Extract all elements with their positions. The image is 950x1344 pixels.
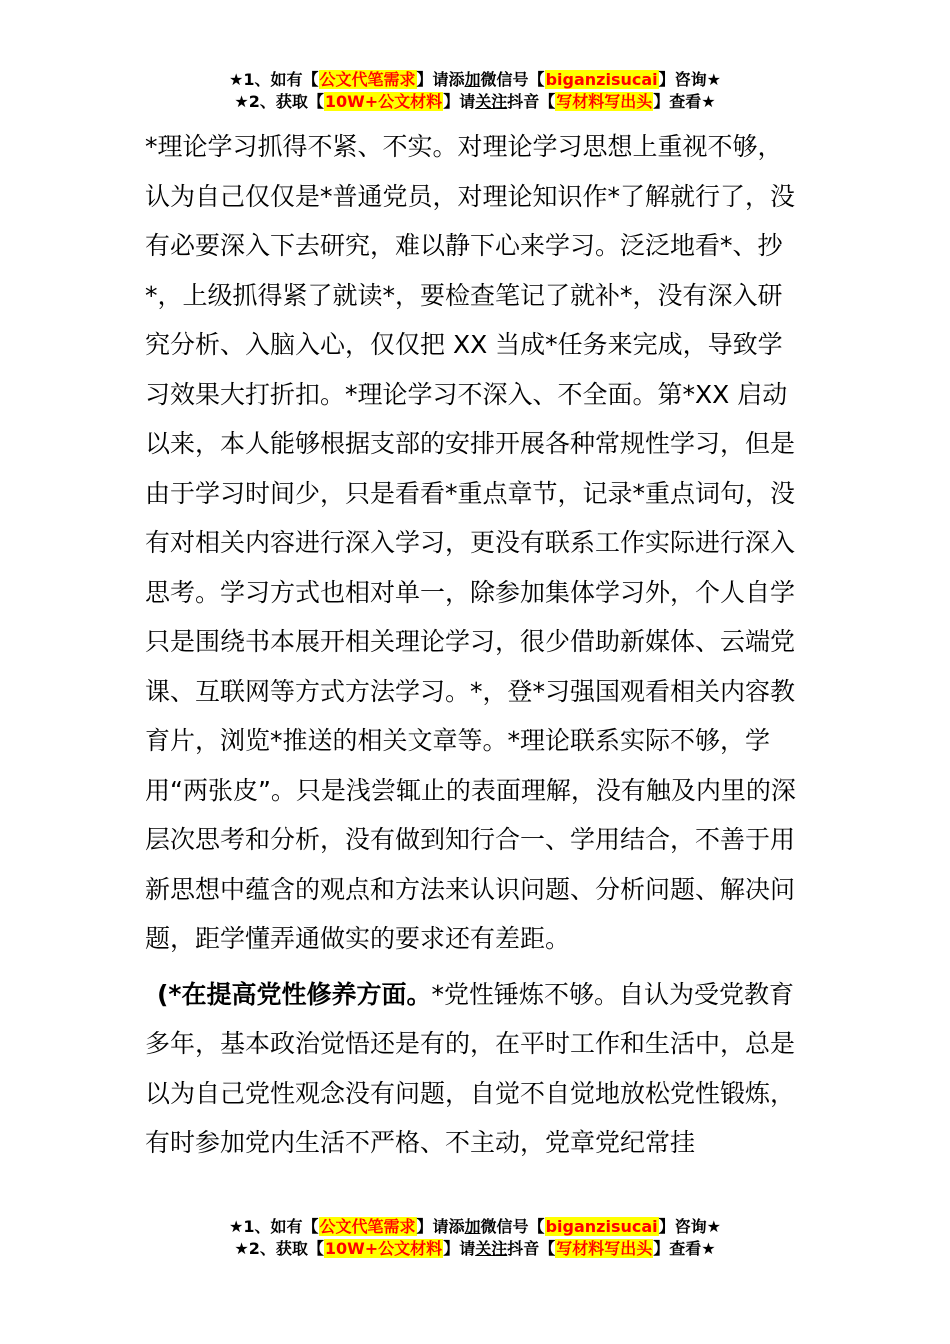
- promo-underline: 关注: [475, 92, 508, 111]
- promo-text: 】请: [443, 1239, 476, 1258]
- promo-highlight: 10W+公文材料: [324, 92, 443, 111]
- promo-line-2: [0, 1238, 950, 1260]
- promo-underline: 加: [464, 70, 481, 89]
- promo-text: ★1、如有【: [229, 70, 319, 89]
- document-body: [145, 122, 805, 1168]
- promo-line-2: [0, 91, 950, 113]
- promo-text: ★2、获取【: [234, 1239, 324, 1258]
- promo-highlight: biganzisucai: [545, 70, 658, 89]
- promo-highlight: biganzisucai: [545, 1217, 658, 1236]
- promo-text: ★2、获取【: [234, 92, 324, 111]
- promo-highlight: 写材料写出头: [556, 92, 653, 111]
- promo-text: 微信号【: [480, 70, 545, 89]
- promo-text: 】查看★: [653, 92, 716, 111]
- promo-highlight: 公文代笔需求: [319, 1217, 416, 1236]
- promo-text: ★1、如有【: [229, 1217, 319, 1236]
- promo-line-1: [0, 69, 950, 91]
- promo-text: 】请添: [416, 1217, 465, 1236]
- promo-highlight: 10W+公文材料: [324, 1239, 443, 1258]
- promo-line-1: [0, 1216, 950, 1238]
- promo-text: 抖音【: [507, 92, 556, 111]
- promo-text: 微信号【: [480, 1217, 545, 1236]
- paragraph-2-lead: (*在提高党性修养方面。: [157, 979, 432, 1009]
- footer-promo: [0, 1216, 950, 1260]
- paragraph-2: [145, 970, 805, 1168]
- paragraph-2-text: *党性锤炼不够。自认为受党教育多年，基本政治觉悟还是有的，在平时工作和生活中，总是以为自己党性观念没有问题，自觉不自觉地放松党性锻炼，有时参加党内生活不严格、不主动，党章党纪常挂: [145, 979, 796, 1157]
- paragraph-1: *理论学习抓得不紧、不实。对理论学习思想上重视不够，认为自己仅仅是*普通党员，对理论知识作*了解就行了，没有必要深入下去研究，难以静下心来学习。泛泛地看*、抄*，上级抓得紧了就读*，要检查笔记了就补*，没有深入研究分析、入脑入心，仅仅把 XX 当成*任务来完成，导致学习效果大打折扣。*理论学习不深入、不全面。第*XX 启动以来，本人能够根据支部的安排开展各种常规性学习，但是由于学习时间少，只是看看*重点章节，记录*重点词句，没有对相关内容进行深入学习，更没有联系工作实际进行深入思考。学习方式也相对单一，除参加集体学习外，个人自学只是围绕书本展开相关理论学习，很少借助新媒体、云端党课、互联网等方式方法学习。*，登*习强国观看相关内容教育片，浏览*推送的相关文章等。*理论联系实际不够，学用“两张皮”。只是浅尝辄止的表面理解，没有触及内里的深层次思考和分析，没有做到知行合一、学用结合，不善于用新思想中蕴含的观点和方法来认识问题、分析问题、解决问题，距学懂弄通做实的要求还有差距。: [145, 132, 796, 953]
- promo-text: 抖音【: [507, 1239, 556, 1258]
- promo-text: 】请: [443, 92, 476, 111]
- promo-text: 】请添: [416, 70, 465, 89]
- promo-text: 】咨询★: [658, 70, 721, 89]
- promo-text: 】查看★: [653, 1239, 716, 1258]
- promo-text: 】咨询★: [658, 1217, 721, 1236]
- header-promo: [0, 69, 950, 113]
- promo-highlight: 写材料写出头: [556, 1239, 653, 1258]
- promo-underline: 关注: [475, 1239, 508, 1258]
- promo-highlight: 公文代笔需求: [319, 70, 416, 89]
- promo-underline: 加: [464, 1217, 481, 1236]
